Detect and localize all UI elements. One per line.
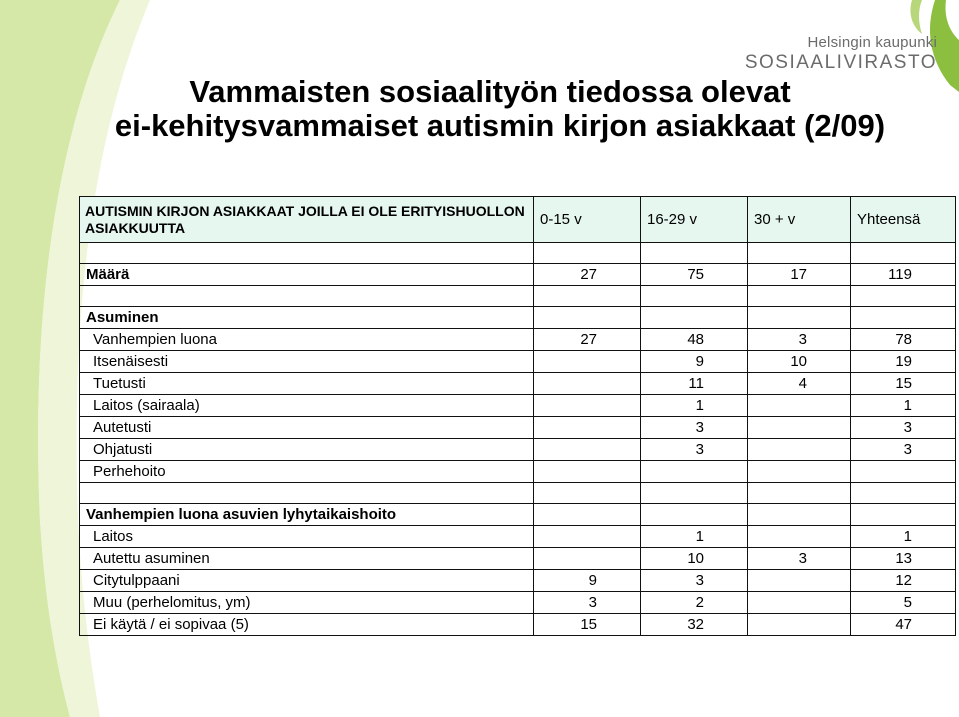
logo-department-name: SOSIAALIVIRASTO xyxy=(744,52,937,73)
logo-city-name: Helsingin kaupunki xyxy=(807,34,937,51)
table-row xyxy=(80,461,956,483)
cell xyxy=(641,461,748,483)
cell: 3 xyxy=(641,439,748,461)
section-heading: Asuminen xyxy=(80,307,534,329)
table-row xyxy=(80,614,956,636)
cell xyxy=(748,570,851,592)
header-col-16-29: 16-29 v xyxy=(641,197,748,243)
cell: 48 xyxy=(641,329,748,351)
spacer-row xyxy=(80,483,956,504)
cell: 3 xyxy=(748,548,851,570)
cell: 15 xyxy=(851,373,956,395)
cell xyxy=(534,417,641,439)
cell xyxy=(534,395,641,417)
row-label: Ei käytä / ei sopivaa (5) xyxy=(80,614,534,636)
cell: 119 xyxy=(851,264,956,286)
cell xyxy=(534,526,641,548)
cell: 27 xyxy=(534,264,641,286)
row-label: Perhehoito xyxy=(80,461,534,483)
header-col-0-15: 0-15 v xyxy=(534,197,641,243)
cell xyxy=(748,439,851,461)
row-label: Autetusti xyxy=(80,417,534,439)
table-row xyxy=(80,570,956,592)
cell: 78 xyxy=(851,329,956,351)
cell: 1 xyxy=(641,395,748,417)
table-row xyxy=(80,373,956,395)
cell: 10 xyxy=(641,548,748,570)
cell: 19 xyxy=(851,351,956,373)
slide-title-line1: Vammaisten sosiaalityön tiedossa olevat xyxy=(189,74,791,109)
cell: 3 xyxy=(851,417,956,439)
cell: 3 xyxy=(641,570,748,592)
cell xyxy=(748,417,851,439)
cell xyxy=(851,461,956,483)
table-row xyxy=(80,351,956,373)
table-row xyxy=(80,329,956,351)
header-col-30plus: 30 + v xyxy=(748,197,851,243)
cell: 11 xyxy=(641,373,748,395)
header-label: AUTISMIN KIRJON ASIAKKAAT JOILLA EI OLE ERITYISHUOLLON ASIAKKUUTTA xyxy=(80,197,534,243)
cell xyxy=(534,548,641,570)
table-header-row xyxy=(80,197,956,243)
section-heading-lyhytaikaishoito xyxy=(80,504,956,526)
cell: 27 xyxy=(534,329,641,351)
row-label: Tuetusti xyxy=(80,373,534,395)
cell: 75 xyxy=(641,264,748,286)
cell xyxy=(748,461,851,483)
cell: 3 xyxy=(534,592,641,614)
row-label: Itsenäisesti xyxy=(80,351,534,373)
cell: 15 xyxy=(534,614,641,636)
cell: 32 xyxy=(641,614,748,636)
cell: 47 xyxy=(851,614,956,636)
section-heading: Vanhempien luona asuvien lyhytaikaishoito xyxy=(80,504,534,526)
table-row xyxy=(80,526,956,548)
row-label: Laitos (sairaala) xyxy=(80,395,534,417)
cell: 9 xyxy=(641,351,748,373)
table-row xyxy=(80,439,956,461)
cell xyxy=(534,351,641,373)
table-row-maara xyxy=(80,264,956,286)
cell: 3 xyxy=(851,439,956,461)
cell xyxy=(748,614,851,636)
cell: 1 xyxy=(641,526,748,548)
row-label: Vanhempien luona xyxy=(80,329,534,351)
cell xyxy=(748,395,851,417)
row-label: Laitos xyxy=(80,526,534,548)
table-row xyxy=(80,417,956,439)
cell: 10 xyxy=(748,351,851,373)
cell: 13 xyxy=(851,548,956,570)
cell xyxy=(534,439,641,461)
spacer-row xyxy=(80,286,956,307)
cell: 2 xyxy=(641,592,748,614)
row-label: Autettu asuminen xyxy=(80,548,534,570)
cell: 1 xyxy=(851,395,956,417)
row-label: Citytulppaani xyxy=(80,570,534,592)
row-label: Ohjatusti xyxy=(80,439,534,461)
section-heading-asuminen xyxy=(80,307,956,329)
cell: 3 xyxy=(641,417,748,439)
row-label: Muu (perhelomitus, ym) xyxy=(80,592,534,614)
cell: 9 xyxy=(534,570,641,592)
spacer-row xyxy=(80,243,956,264)
slide-title-line2: ei-kehitysvammaiset autismin kirjon asiakkaat (2/09) xyxy=(114,108,886,143)
row-label: Määrä xyxy=(80,264,534,286)
table-row xyxy=(80,592,956,614)
header-col-total: Yhteensä xyxy=(851,197,956,243)
cell: 4 xyxy=(748,373,851,395)
logo-leaf-icon-2 xyxy=(910,0,922,34)
statistics-table xyxy=(79,196,956,636)
table-row xyxy=(80,395,956,417)
cell xyxy=(748,592,851,614)
cell: 3 xyxy=(748,329,851,351)
cell: 17 xyxy=(748,264,851,286)
cell: 12 xyxy=(851,570,956,592)
table-row xyxy=(80,548,956,570)
cell xyxy=(534,461,641,483)
cell: 1 xyxy=(851,526,956,548)
logo xyxy=(745,34,937,74)
cell xyxy=(748,526,851,548)
cell: 5 xyxy=(851,592,956,614)
cell xyxy=(534,373,641,395)
